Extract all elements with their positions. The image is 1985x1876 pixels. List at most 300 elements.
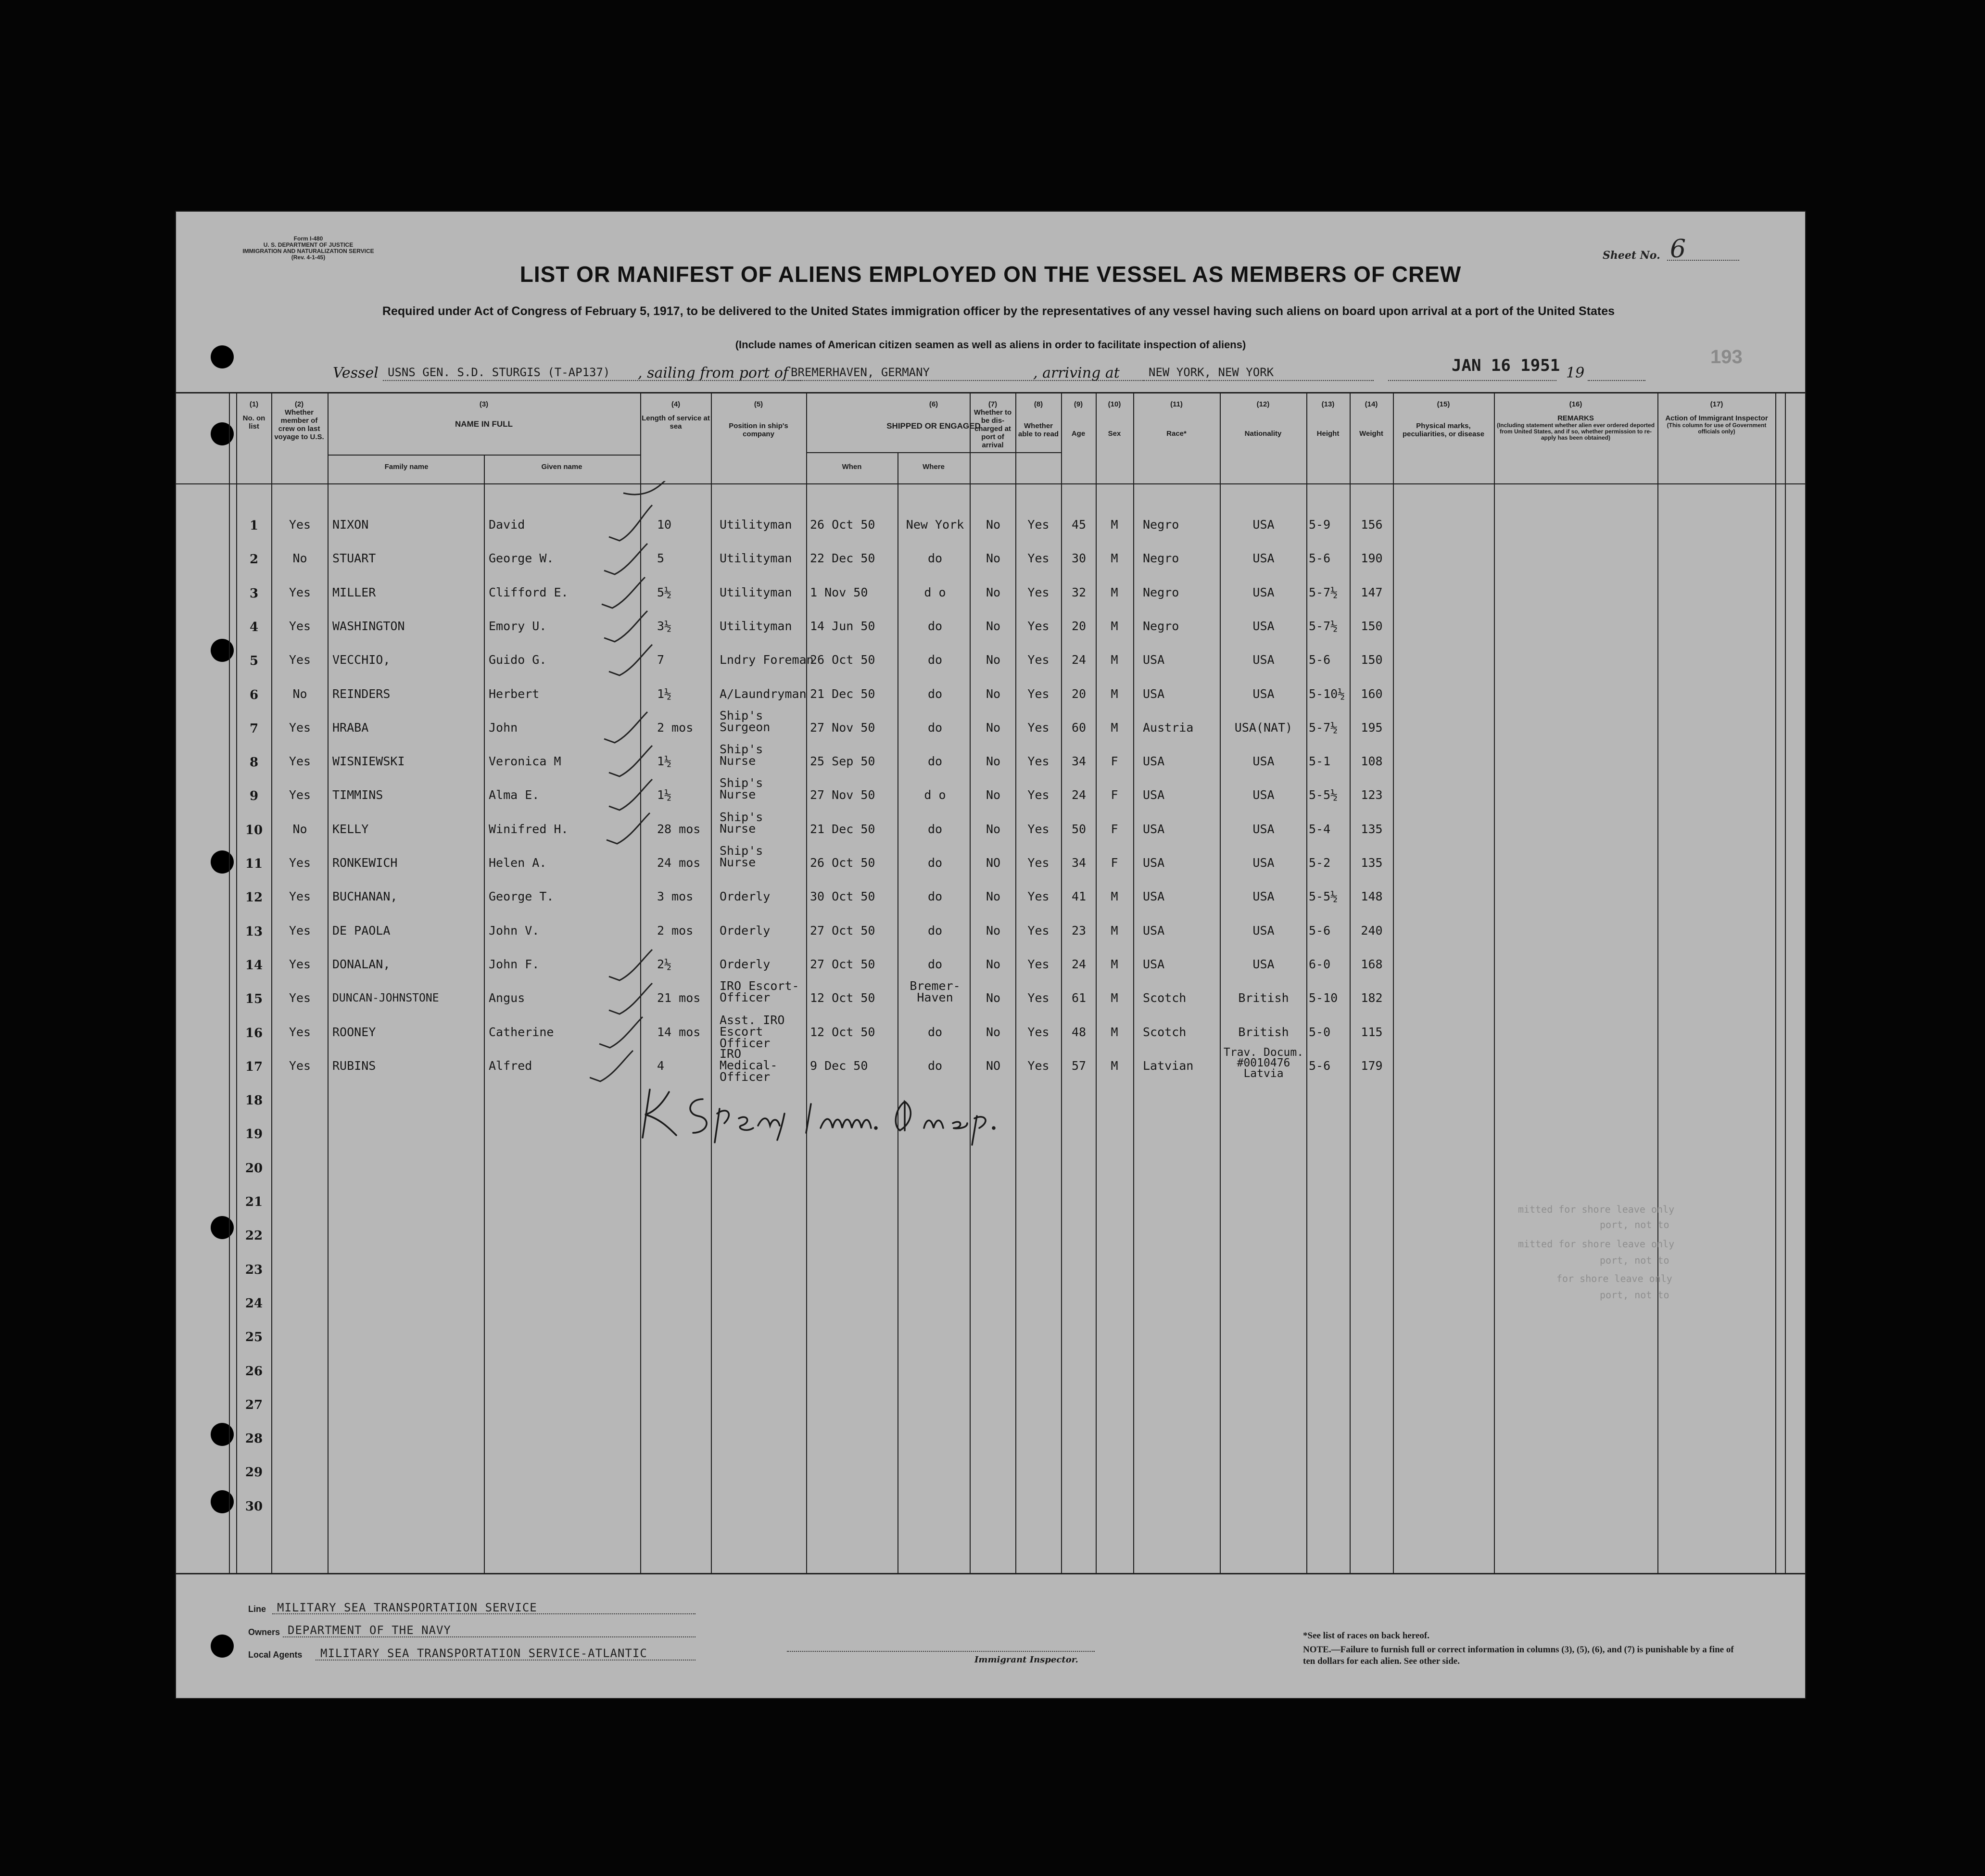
punch-hole: [211, 422, 234, 445]
family-name-cell: DE PAOLA: [332, 924, 391, 938]
col9-num: (9): [1074, 400, 1083, 408]
row-number: 9: [249, 789, 259, 803]
row-number: 4: [249, 620, 259, 634]
line-label: Line: [248, 1604, 266, 1614]
weight-cell: 195: [1361, 721, 1383, 735]
vessel-name: USNS GEN. S.D. STURGIS (T-AP137): [388, 366, 610, 379]
line-value: MILITARY SEA TRANSPORTATION SERVICE: [277, 1601, 537, 1614]
discharged-cell: No: [986, 957, 1001, 971]
able-to-read-cell: Yes: [1027, 856, 1049, 870]
able-to-read-cell: Yes: [1027, 788, 1049, 802]
sheet-number-value: 6: [1670, 235, 1686, 264]
row-number: 30: [245, 1499, 263, 1514]
col3-num: (3): [479, 400, 489, 408]
col16-header: REMARKS: [1557, 414, 1594, 422]
nationality-cell: USA: [1252, 653, 1275, 667]
row-number: 10: [245, 823, 263, 837]
age-cell: 24: [1071, 653, 1087, 667]
service-length-cell: 5½: [657, 585, 672, 599]
height-cell: 5-9: [1309, 518, 1331, 532]
col17-subheader: (This column for use of Government officials only): [1667, 422, 1767, 435]
weight-cell: 123: [1361, 788, 1383, 802]
position-cell: Orderly: [720, 924, 771, 938]
discharged-cell: No: [986, 653, 1001, 667]
height-cell: 5-7½: [1309, 721, 1338, 735]
given-name-cell: Alfred: [489, 1059, 532, 1073]
sex-cell: M: [1111, 518, 1118, 532]
weight-cell: 240: [1361, 924, 1383, 938]
shipped-when-cell: 25 Sep 50: [810, 754, 875, 768]
col15-num: (15): [1437, 400, 1450, 408]
race-cell: USA: [1143, 889, 1165, 903]
last-voyage-cell: Yes: [289, 889, 311, 903]
discharged-cell: No: [986, 924, 1001, 938]
shipped-where-cell: do: [927, 653, 943, 667]
race-cell: USA: [1143, 687, 1165, 701]
punch-hole: [211, 1635, 234, 1658]
shipped-when-cell: 27 Oct 50: [810, 924, 875, 938]
race-cell: Negro: [1143, 585, 1179, 599]
height-cell: 5-6: [1309, 653, 1331, 667]
given-name-cell: Alma E.: [489, 788, 540, 802]
row-number: 3: [249, 586, 259, 601]
weight-cell: 135: [1361, 856, 1383, 870]
shipped-where-cell: d o: [924, 585, 946, 599]
shipped-when-cell: 21 Dec 50: [810, 687, 875, 701]
weight-cell: 160: [1361, 687, 1383, 701]
row-number: 15: [245, 992, 263, 1006]
punch-hole: [211, 850, 234, 874]
last-voyage-cell: Yes: [289, 585, 311, 599]
shipped-when-cell: 12 Oct 50: [810, 991, 875, 1005]
shipped-when-cell: 26 Oct 50: [810, 653, 875, 667]
height-cell: 5-6: [1309, 551, 1331, 565]
age-cell: 20: [1071, 619, 1087, 633]
shipped-where-cell: do: [927, 754, 943, 768]
race-cell: USA: [1143, 856, 1165, 870]
service-length-cell: 2 mos: [657, 924, 694, 938]
nationality-cell: USA: [1252, 856, 1275, 870]
family-name-cell: MILLER: [332, 585, 376, 599]
given-name-cell: Angus: [489, 991, 525, 1005]
race-cell: Latvian: [1143, 1059, 1194, 1073]
agents-value: MILITARY SEA TRANSPORTATION SERVICE-ATLANTIC: [320, 1647, 647, 1660]
given-name-cell: David: [489, 518, 525, 532]
shipped-when-cell: 27 Nov 50: [810, 788, 875, 802]
owners-value: DEPARTMENT OF THE NAVY: [288, 1623, 451, 1637]
weight-cell: 156: [1361, 518, 1383, 532]
row-number: 18: [245, 1093, 263, 1108]
age-cell: 50: [1071, 822, 1087, 836]
col5-header: Position in ship's company: [729, 422, 788, 438]
col5-num: (5): [754, 400, 763, 408]
discharged-cell: No: [986, 788, 1001, 802]
nationality-cell: USA: [1252, 822, 1275, 836]
discharged-cell: No: [986, 721, 1001, 735]
last-voyage-cell: Yes: [289, 1059, 311, 1073]
given-name-cell: Veronica M: [489, 754, 561, 768]
sex-cell: F: [1111, 856, 1118, 870]
age-cell: 30: [1071, 551, 1087, 565]
family-name-cell: HRABA: [332, 721, 369, 735]
sex-cell: F: [1111, 822, 1118, 836]
service-length-cell: 2 mos: [657, 721, 694, 735]
service-length-cell: 10: [657, 518, 672, 532]
height-cell: 5-0: [1309, 1025, 1331, 1039]
row-number: 5: [249, 654, 259, 668]
nationality-cell: British: [1238, 991, 1289, 1005]
race-cell: USA: [1143, 788, 1165, 802]
nationality-cell: USA: [1252, 619, 1275, 633]
able-to-read-cell: Yes: [1027, 551, 1049, 565]
sex-cell: M: [1111, 957, 1118, 971]
port-from: BREMERHAVEN, GERMANY: [791, 366, 930, 379]
position-cell: Utilityman: [720, 518, 792, 532]
discharged-cell: No: [986, 754, 1001, 768]
position-cell: Orderly: [720, 957, 771, 971]
row-number: 2: [249, 552, 259, 567]
height-cell: 5-10½: [1309, 687, 1345, 701]
port-to-line: [1143, 380, 1374, 381]
remarks-faint: for shore leave only: [1556, 1273, 1672, 1284]
last-voyage-cell: Yes: [289, 1025, 311, 1039]
shipped-when-cell: 22 Dec 50: [810, 551, 875, 565]
family-name-cell: DONALAN,: [332, 957, 391, 971]
shipped-where-cell: New York: [906, 518, 964, 532]
punch-hole: [211, 1490, 234, 1513]
table-bottom-rule: [176, 1573, 1805, 1574]
shipped-where-cell: do: [927, 721, 943, 735]
age-cell: 61: [1071, 991, 1087, 1005]
row-number: 27: [245, 1398, 263, 1412]
shipped-where-cell: do: [927, 1059, 943, 1073]
last-voyage-cell: Yes: [289, 856, 311, 870]
sex-cell: F: [1111, 754, 1118, 768]
family-name-cell: WASHINGTON: [332, 619, 405, 633]
col4-header: Length of service at sea: [642, 414, 710, 431]
height-cell: 5-10: [1309, 991, 1338, 1005]
height-cell: 5-5½: [1309, 889, 1338, 903]
height-cell: 6-0: [1309, 957, 1331, 971]
shipped-when-cell: 26 Oct 50: [810, 518, 875, 532]
year-label: 19: [1566, 365, 1585, 381]
position-cell: Ship's Nurse: [720, 810, 763, 836]
shipped-divider: [806, 452, 1061, 453]
position-cell: Ship's Nurse: [720, 742, 763, 768]
position-cell: Ship's Nurse: [720, 844, 763, 869]
race-cell: USA: [1143, 754, 1165, 768]
weight-cell: 168: [1361, 957, 1383, 971]
nationality-cell: USA: [1252, 957, 1275, 971]
page-subnote: (Include names of American citizen seamen as well as aliens in order to facilitate inspection of aliens): [735, 339, 1246, 351]
last-voyage-cell: Yes: [289, 957, 311, 971]
port-to: NEW YORK, NEW YORK: [1149, 366, 1274, 379]
row-number: 26: [245, 1364, 263, 1379]
race-cell: Scotch: [1143, 991, 1187, 1005]
last-voyage-cell: No: [292, 687, 307, 701]
height-cell: 5-7½: [1309, 619, 1338, 633]
service-length-cell: 3 mos: [657, 889, 694, 903]
sex-cell: M: [1111, 653, 1118, 667]
race-cell: USA: [1143, 924, 1165, 938]
last-voyage-cell: Yes: [289, 653, 311, 667]
family-name-cell: BUCHANAN,: [332, 889, 398, 903]
nationality-cell: USA: [1252, 551, 1275, 565]
service-length-cell: 5: [657, 551, 665, 565]
nationality-cell: USA: [1252, 518, 1275, 532]
check-marks: [590, 481, 686, 1328]
race-note: *See list of races on back hereof.: [1303, 1631, 1429, 1641]
weight-cell: 115: [1361, 1025, 1383, 1039]
able-to-read-cell: Yes: [1027, 889, 1049, 903]
discharged-cell: NO: [986, 856, 1001, 870]
nationality-cell: USA(NAT): [1234, 721, 1293, 735]
footer-note: [1303, 1644, 1745, 1667]
shipped-when-cell: 27 Oct 50: [810, 957, 875, 971]
weight-cell: 147: [1361, 585, 1383, 599]
shipped-when-cell: 14 Jun 50: [810, 619, 875, 633]
nationality-cell: USA: [1252, 889, 1275, 903]
discharged-cell: No: [986, 518, 1001, 532]
weight-cell: 148: [1361, 889, 1383, 903]
remarks-faint: port, not to: [1600, 1255, 1669, 1266]
form-service: IMMIGRATION AND NATURALIZATION SERVICE: [242, 248, 374, 254]
when-header: When: [842, 463, 862, 471]
col6-num: (6): [929, 400, 938, 408]
shipped-when-cell: 30 Oct 50: [810, 889, 875, 903]
weight-cell: 135: [1361, 822, 1383, 836]
form-revision: (Rev. 4-1-45): [291, 254, 326, 261]
service-length-cell: 1½: [657, 687, 672, 701]
nationality-cell: British: [1238, 1025, 1289, 1039]
note-label: NOTE.: [1303, 1645, 1331, 1655]
col3-header: NAME IN FULL: [455, 419, 513, 429]
shipped-where-cell: do: [927, 957, 943, 971]
col16-subheader: (Including statement whether alien ever ordered deported from United States, and if so, whether permission to re-apply has been obtained): [1496, 422, 1655, 441]
weight-cell: 150: [1361, 653, 1383, 667]
form-number: Form I-480: [293, 235, 323, 242]
last-voyage-cell: No: [292, 822, 307, 836]
col9-header: Age: [1071, 430, 1086, 438]
position-cell: IRO Escort-Officer: [720, 979, 799, 1004]
given-name-cell: George W.: [489, 551, 554, 565]
row-number: 25: [245, 1330, 263, 1344]
col7-num: (7): [988, 400, 998, 408]
service-length-cell: 21 mos: [657, 991, 701, 1005]
given-name-cell: Helen A.: [489, 856, 547, 870]
given-name-cell: Clifford E.: [489, 585, 569, 599]
position-cell: Lndry Foreman: [720, 653, 814, 667]
able-to-read-cell: Yes: [1027, 721, 1049, 735]
remarks-faint: port, not to: [1600, 1219, 1669, 1230]
given-name-cell: Winifred H.: [489, 822, 569, 836]
row-number: 24: [245, 1296, 263, 1311]
family-name-cell: TIMMINS: [332, 788, 383, 802]
row-number: 22: [245, 1229, 263, 1243]
shipped-where-cell: do: [927, 551, 943, 565]
nationality-cell: Trav. Docum. #0010476 Latvia: [1223, 1046, 1304, 1080]
last-voyage-cell: Yes: [289, 924, 311, 938]
col2-header: Whether member of crew on last voyage to U.S.: [274, 408, 324, 441]
able-to-read-cell: Yes: [1027, 754, 1049, 768]
service-length-cell: 28 mos: [657, 822, 701, 836]
discharged-cell: No: [986, 889, 1001, 903]
weight-cell: 150: [1361, 619, 1383, 633]
discharged-cell: No: [986, 551, 1001, 565]
service-length-cell: 2½: [657, 957, 672, 971]
inspector-label: Immigrant Inspector.: [974, 1655, 1078, 1665]
row-number: 28: [245, 1432, 263, 1446]
shipped-where-cell: d o: [924, 788, 946, 802]
given-name-cell: Guido G.: [489, 653, 547, 667]
col12-num: (12): [1256, 400, 1270, 408]
age-cell: 60: [1071, 721, 1087, 735]
owners-label: Owners: [248, 1627, 280, 1637]
sex-cell: M: [1111, 551, 1118, 565]
position-cell: Ship's Nurse: [720, 776, 763, 801]
page-title: LIST OR MANIFEST OF ALIENS EMPLOYED ON THE VESSEL AS MEMBERS OF CREW: [519, 262, 1462, 287]
inspector-signature-line: [787, 1651, 1095, 1652]
punch-hole: [211, 1423, 234, 1446]
nationality-cell: USA: [1252, 924, 1275, 938]
discharged-cell: No: [986, 585, 1001, 599]
remarks-faint: port, not to: [1600, 1289, 1669, 1301]
where-header: Where: [923, 463, 945, 471]
able-to-read-cell: Yes: [1027, 1025, 1049, 1039]
col14-header: Weight: [1359, 430, 1383, 438]
race-cell: USA: [1143, 957, 1165, 971]
given-name-cell: Catherine: [489, 1025, 554, 1039]
col10-header: Sex: [1108, 430, 1121, 438]
race-cell: USA: [1143, 653, 1165, 667]
last-voyage-cell: Yes: [289, 518, 311, 532]
age-cell: 48: [1071, 1025, 1087, 1039]
age-cell: 34: [1071, 754, 1087, 768]
able-to-read-cell: Yes: [1027, 585, 1049, 599]
row-number: 29: [245, 1465, 263, 1480]
form-info: [239, 236, 378, 261]
race-cell: USA: [1143, 822, 1165, 836]
page-stamp-number: 193: [1710, 346, 1743, 368]
family-name-cell: STUART: [332, 551, 376, 565]
position-cell: Orderly: [720, 889, 771, 903]
row-number: 8: [249, 755, 259, 770]
table-top-rule: [176, 392, 1805, 393]
last-voyage-cell: Yes: [289, 754, 311, 768]
shipped-where-cell: do: [927, 924, 943, 938]
col13-num: (13): [1321, 400, 1335, 408]
col14-num: (14): [1365, 400, 1378, 408]
position-cell: Asst. IRO Escort Officer: [720, 1013, 785, 1050]
race-cell: Negro: [1143, 518, 1179, 532]
able-to-read-cell: Yes: [1027, 822, 1049, 836]
given-name-cell: Emory U.: [489, 619, 547, 633]
given-name-cell: John: [489, 721, 518, 735]
nationality-cell: USA: [1252, 754, 1275, 768]
nationality-cell: USA: [1252, 585, 1275, 599]
sex-cell: M: [1111, 721, 1118, 735]
service-length-cell: 3½: [657, 619, 672, 633]
service-length-cell: 7: [657, 653, 665, 667]
weight-cell: 179: [1361, 1059, 1383, 1073]
service-length-cell: 14 mos: [657, 1025, 701, 1039]
note-text: —Failure to furnish full or correct information in columns (3), (5), (6), and (7) is punishable by a fine of ten dollars for each alien. See other side.: [1303, 1645, 1734, 1666]
punch-hole: [211, 1216, 234, 1239]
col2-num: (2): [294, 400, 304, 408]
shipped-when-cell: 27 Nov 50: [810, 721, 875, 735]
height-cell: 5-1: [1309, 754, 1331, 768]
age-cell: 32: [1071, 585, 1087, 599]
row-number: 12: [245, 890, 263, 905]
sex-cell: M: [1111, 991, 1118, 1005]
shipped-where-cell: do: [927, 889, 943, 903]
sheet-number-label: Sheet No.: [1603, 249, 1660, 262]
owners-underline: [283, 1636, 695, 1637]
family-name-header: Family name: [384, 463, 429, 471]
race-cell: Austria: [1143, 721, 1194, 735]
page-subtitle: Required under Act of Congress of February 5, 1917, to be delivered to the United States immigration officer by the representatives of any vessel having such aliens on board upon arrival at a port of the United States: [382, 304, 1615, 318]
given-name-cell: John F.: [489, 957, 540, 971]
race-cell: Scotch: [1143, 1025, 1187, 1039]
row-number: 17: [245, 1060, 263, 1074]
service-length-cell: 4: [657, 1059, 665, 1073]
col17-header: Action of Immigrant Inspector: [1665, 414, 1768, 422]
able-to-read-cell: Yes: [1027, 1059, 1049, 1073]
sex-cell: M: [1111, 1025, 1118, 1039]
sex-cell: F: [1111, 788, 1118, 802]
shipped-where-cell: do: [927, 619, 943, 633]
row-number: 13: [245, 925, 263, 939]
shipped-when-cell: 12 Oct 50: [810, 1025, 875, 1039]
able-to-read-cell: Yes: [1027, 653, 1049, 667]
family-name-cell: NIXON: [332, 518, 369, 532]
year-line: [1588, 380, 1645, 381]
row-number: 6: [249, 688, 259, 702]
height-cell: 5-5½: [1309, 788, 1338, 802]
col16-num: (16): [1569, 400, 1582, 408]
race-cell: Negro: [1143, 619, 1179, 633]
able-to-read-cell: Yes: [1027, 957, 1049, 971]
shipped-where-cell: do: [927, 856, 943, 870]
nationality-cell: USA: [1252, 687, 1275, 701]
position-cell: Utilityman: [720, 619, 792, 633]
weight-cell: 190: [1361, 551, 1383, 565]
last-voyage-cell: Yes: [289, 788, 311, 802]
row-number: 14: [245, 958, 263, 973]
inspector-signature: [635, 1080, 1001, 1147]
age-cell: 45: [1071, 518, 1087, 532]
family-name-cell: VECCHIO,: [332, 653, 391, 667]
position-cell: Ship's Surgeon: [720, 709, 771, 734]
age-cell: 24: [1071, 957, 1087, 971]
sheet-number-line: [1667, 260, 1739, 261]
sex-cell: M: [1111, 585, 1118, 599]
discharged-cell: No: [986, 619, 1001, 633]
col15-header: Physical marks, peculiarities, or disease: [1402, 422, 1485, 438]
arrival-date: JAN 16 1951: [1452, 356, 1560, 375]
remarks-faint: mitted for shore leave only: [1518, 1204, 1675, 1215]
vessel-label: Vessel: [333, 365, 379, 381]
sex-cell: M: [1111, 619, 1118, 633]
col13-header: Height: [1316, 430, 1340, 438]
age-cell: 20: [1071, 687, 1087, 701]
discharged-cell: No: [986, 991, 1001, 1005]
col4-num: (4): [671, 400, 681, 408]
row-number: 23: [245, 1263, 263, 1277]
able-to-read-cell: Yes: [1027, 518, 1049, 532]
service-length-cell: 1½: [657, 788, 672, 802]
height-cell: 5-6: [1309, 924, 1331, 938]
